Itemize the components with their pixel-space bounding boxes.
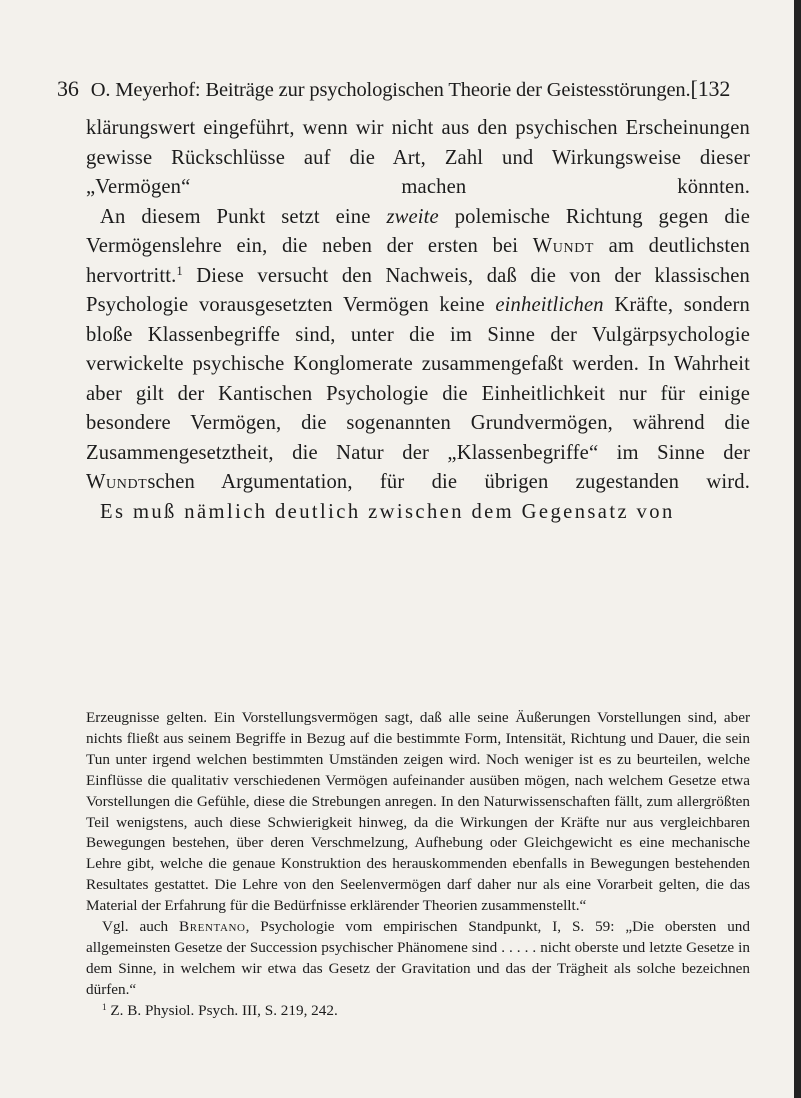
paragraph-2 — [86, 203, 750, 498]
footnote-1 — [86, 1001, 750, 1022]
running-header — [57, 76, 747, 108]
p2-emphasis-einheitlichen: einheitlichen — [495, 294, 604, 316]
footnote-brentano — [86, 917, 750, 1001]
paragraph-3: Es muß nämlich deutlich zwischen dem Gegensatz von — [100, 500, 675, 523]
p2-text-f: schen Argumentation, für die übrigen zugestanden wird. — [147, 471, 750, 493]
page-edge-shadow — [794, 0, 801, 1098]
footnote-mark-1: 1 — [102, 1001, 107, 1012]
author-brentano: Brentano — [179, 918, 246, 936]
brentano-text-b: , Psychologie vom empirischen Standpunkt, I, S. 59: „Die obersten und allgemeinsten Gesetze der Succession psychischer Phänomene sind . . . . . nicht oberste und letzte Gesetze in dem Sinne, in welchem wir etwa das Gesetz der Gravitation und das der Trägheit als solche bezeichnen dürfen.“ — [86, 918, 750, 998]
footnote-ref-1: 1 — [176, 263, 183, 278]
p2-text-d: Diese versucht den Nachweis, daß die von der klassischen Psychologie vorausgesetzten Vermögen keine — [86, 264, 750, 316]
author-wundt: Wundt — [532, 235, 595, 257]
p2-emphasis-zweite: zweite — [386, 205, 439, 228]
page-number: 36 — [57, 76, 79, 101]
footnotes — [86, 708, 750, 1022]
footnote-continuation: Erzeugnisse gelten. Ein Vorstellungsvermögen sagt, daß alle seine Äußerungen Vorstellungen sind, aber nichts fließt aus seinem Begriffe in Bezug auf die bestimmte Form, Intensität, Richtung und Dauer, die sein Tun unter irgend welchen bestimmten Umständen zeigen wird. Noch weniger ist es zu beurteilen, welche Einflüsse die qualitativ verschiedenen Vermögen aufeinander ausüben mögen, nach welchem Gesetze etwa Vorstellungen die Gefühle, diese die Strebungen anregen. In den Naturwissenschaften fällt, zum allergrößten Teil wenigstens, auch diese Schwierigkeit hinweg, da die Wirkungen der Kräfte nur aus vergleichbaren Bewegungen bestehen, über deren Verschmelzung, Aufhebung oder Gleichgewicht es eine mechanische Lehre gibt, welche die genaue Konstruktion des herauskommenden ebenfalls in Bewegungen bestehenden Resultates gestattet. Die Lehre von den Seelenvermögen darf daher nur als eine Vorarbeit gelten, die das Material der Erfahrung für die Bedürfnisse erklärender Theorien zusammenstellt.“ — [86, 709, 750, 915]
main-text — [86, 114, 750, 527]
running-title: O. Meyerhof: Beiträge zur psychologischen Theorie der Geistesstörungen. — [90, 79, 691, 101]
bracket-page-number: [132 — [690, 76, 731, 101]
paragraph-1: klärungswert eingeführt, wenn wir nicht aus den psychischen Erscheinungen gewisse Rückschlüsse auf die Art, Zahl und Wirkungsweise dieser „Vermögen“ machen könnten. — [86, 117, 750, 198]
p2-text-e: Kräfte, sondern bloße Klassenbegriffe sind, unter die im Sinne der Vulgärpsychologie verwickelte psychische Konglomerate zusammengefaßt werden. In Wahrheit aber gilt der Kantischen Psychologie die Einheitlichkeit nur für einige besondere Vermögen, die sogenannten Grundvermögen, während die Zusammengesetztheit, die Natur der „Klassenbegriffe“ im Sinne der — [86, 294, 750, 464]
author-wundt-2: Wundt — [86, 471, 148, 493]
p2-text-b: polemische Richtung gegen die Vermögenslehre ein, die neben der ersten bei — [86, 205, 750, 257]
brentano-text-a: Vgl. auch — [102, 918, 179, 936]
footnote-1-text: Z. B. Physiol. Psych. III, S. 219, 242. — [106, 1001, 338, 1019]
p2-text-c: am deutlichsten hervortritt. — [86, 235, 750, 287]
p2-text-a: An diesem Punkt setzt eine — [100, 205, 387, 228]
